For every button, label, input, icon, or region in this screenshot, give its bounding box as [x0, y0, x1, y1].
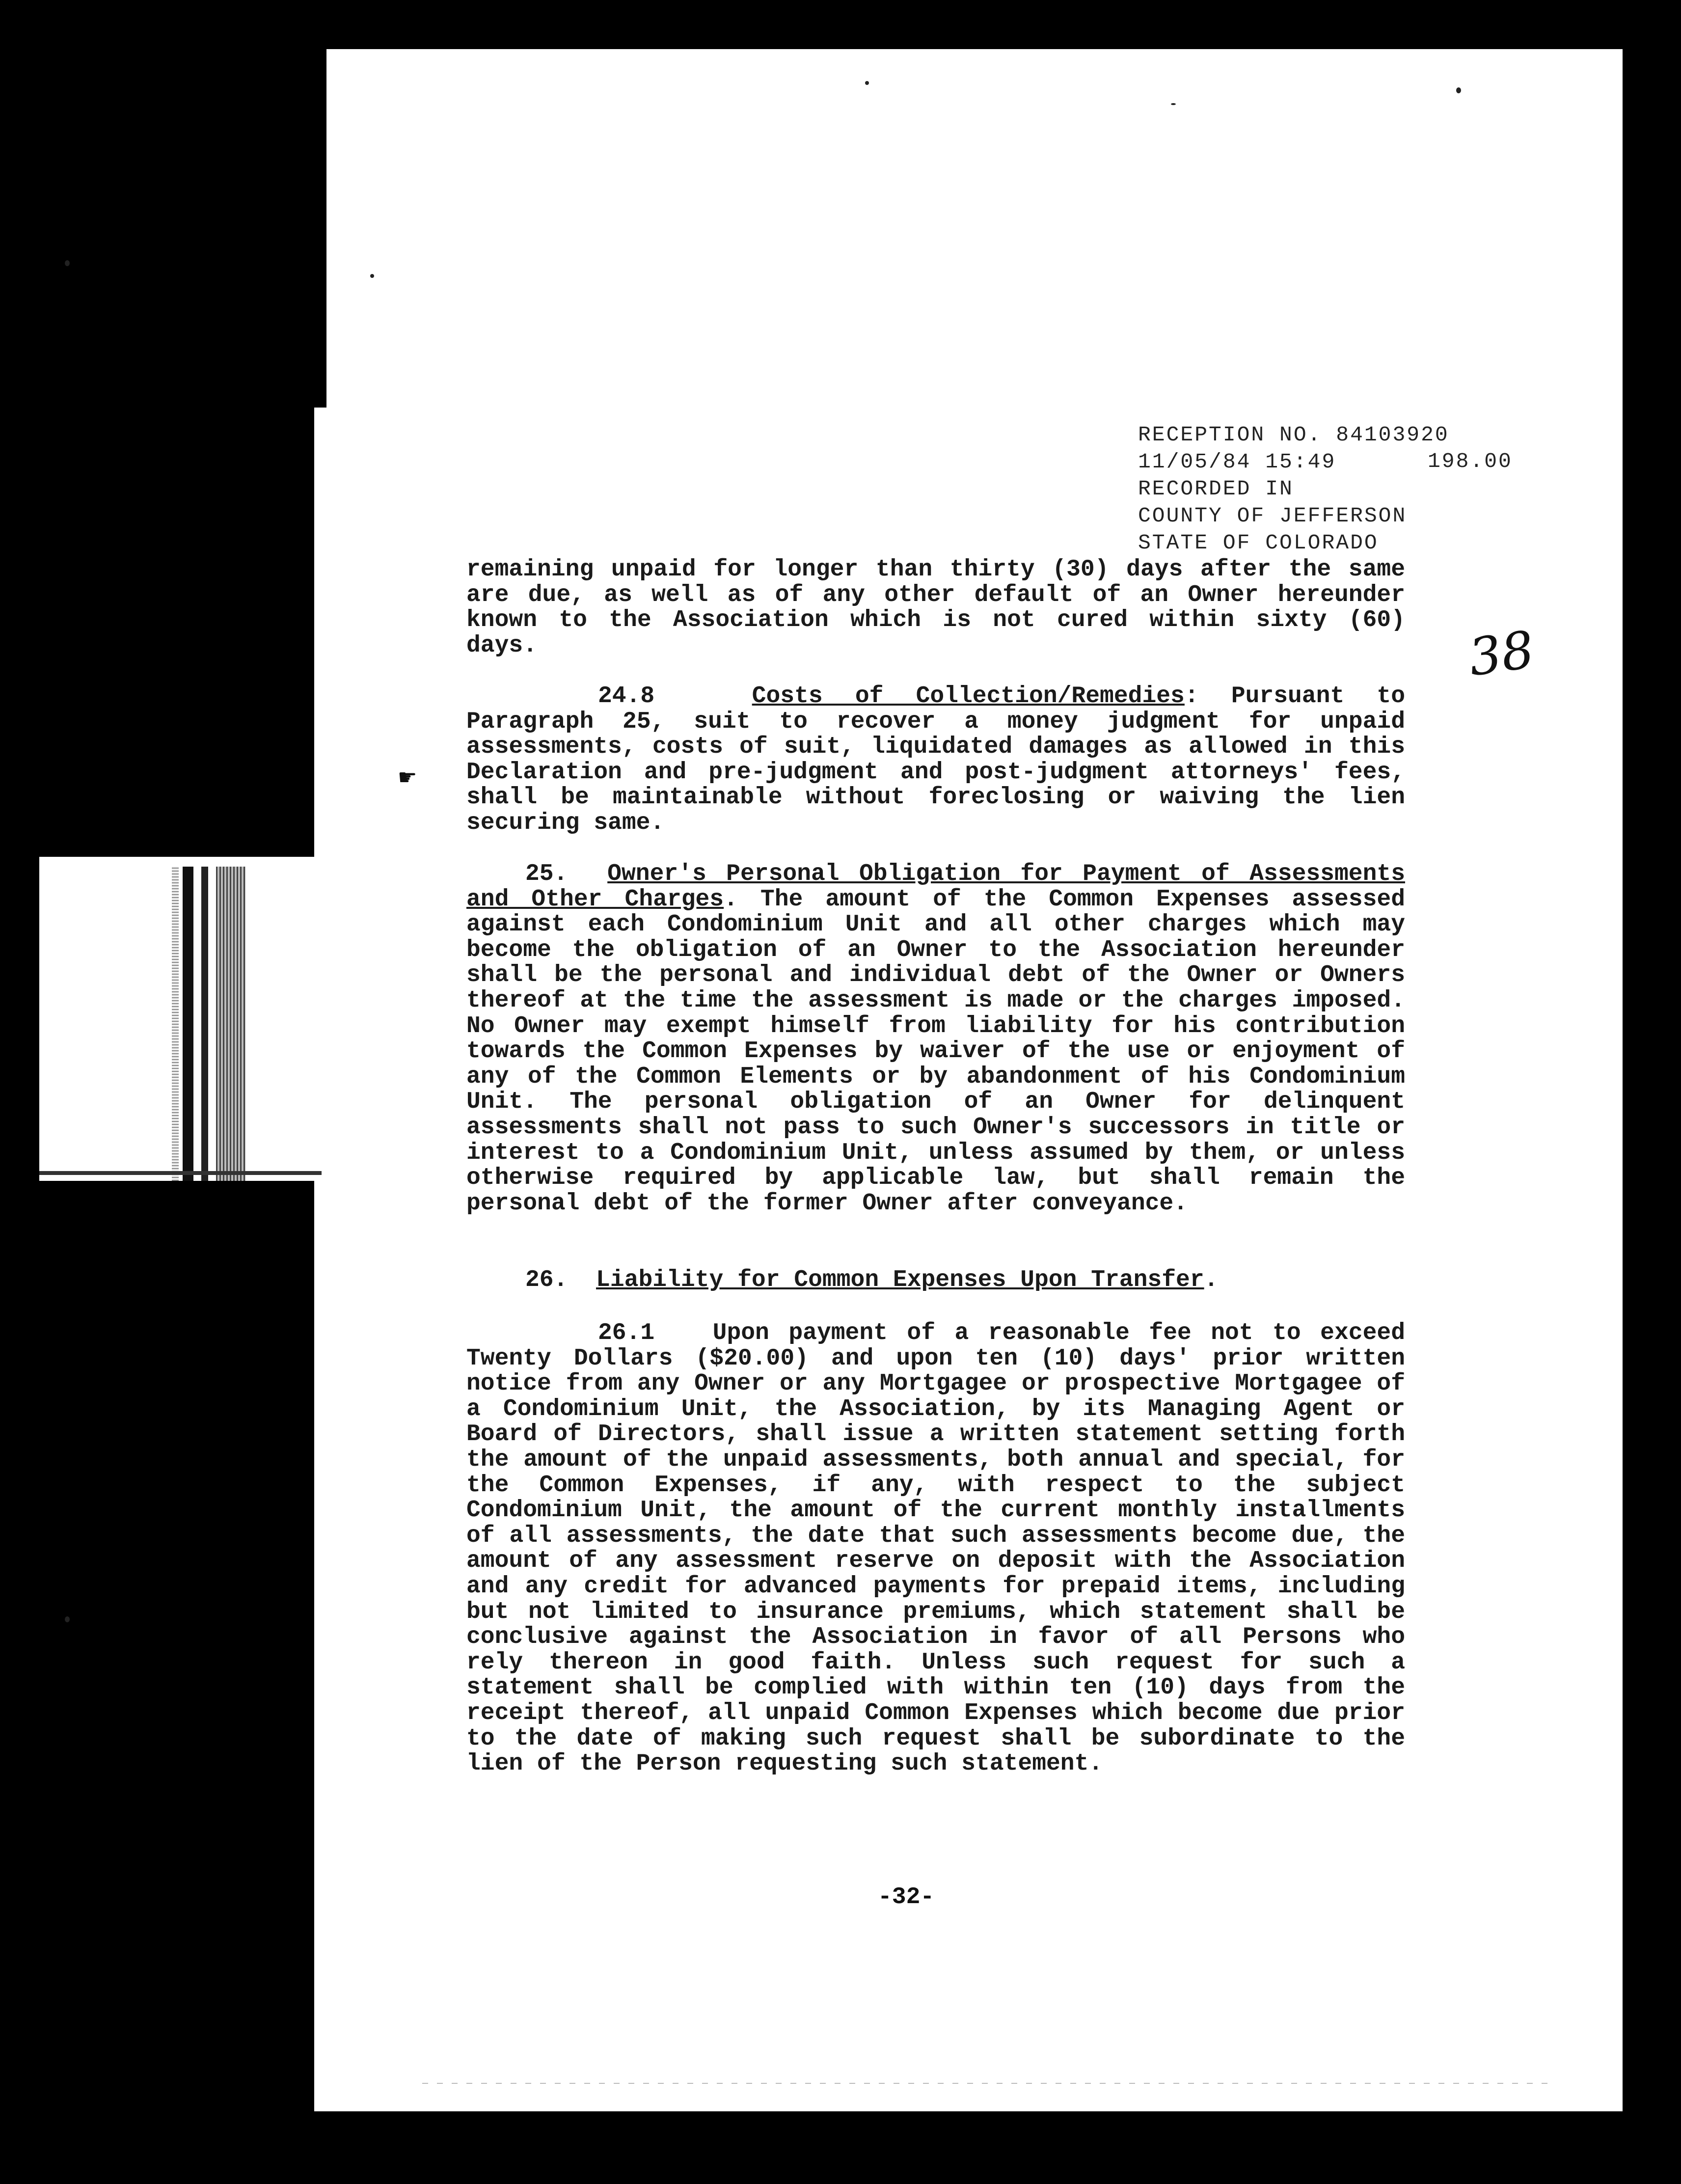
stamp-fee: 198.00 [1428, 449, 1513, 473]
scan-speck [65, 1616, 70, 1622]
section-body: : Pursuant to Paragraph 25, suit to recover a money judgment for unpaid assessments, costs of suit, liquidated damages as allowed in this Declaration and pre-judgment and post-judgment attorneys' fees, shall be maintainable without foreclosing or waiving the lien securing same. [466, 683, 1406, 836]
scan-speck [65, 260, 70, 266]
handwritten-page-number: 38 [1465, 619, 1538, 688]
paragraph-text: remaining unpaid for longer than thirty (30) days after the same are due, as well as of any other default of an Owner hereunder known to the Association which is not cured within sixty (60) days. [466, 556, 1405, 659]
binder-clip-artifact [39, 857, 322, 1181]
section-heading: Owner's Personal Obligation for Payment of Assessments and Other Charges [466, 861, 1406, 913]
section-number: 25. [525, 861, 568, 887]
section-26-1 [466, 1321, 1405, 1777]
section-24-8 [466, 684, 1405, 836]
scan-speck [1171, 103, 1176, 105]
section-25 [466, 862, 1405, 1216]
stamp-datetime: 11/05/84 15:49 [1138, 450, 1336, 474]
section-number: 24.8 [598, 683, 655, 710]
margin-pointer-icon: ☛ [398, 765, 417, 790]
section-26: 26. Liability for Common Expenses Upon Transfer. [525, 1267, 1219, 1293]
stamp-county: COUNTY OF JEFFERSON [1138, 504, 1407, 528]
section-body: Upon payment of a reasonable fee not to exceed Twenty Dollars ($20.00) and upon ten (10) days' prior written notice from any Owner or any Mortgagee or prospective Mortgagee of a Condominium Unit, the Association, by its Managing Agent or Board of Directors, shall issue a written statement setting forth the amount of the unpaid assessments, both annual and special, for the Common Expenses, if any, with respect to the subject Condominium Unit, the amount of the current monthly installments of all assessments, the date that such assessments become due, the amount of any assessment reserve on deposit with the Association and any credit for advanced payments for prepaid items, including but not limited to insurance premiums, which statement shall be conclusive against the Association in favor of all Persons who rely thereon in good faith. Unless such request for such a statement shall be complied with within ten (10) days from the receipt thereof, all unpaid Common Expenses which become due prior to the date of making such request shall be subordinate to the lien of the Person requesting such statement. [466, 1320, 1405, 1777]
scan-speck [865, 81, 869, 85]
stamp-state: STATE OF COLORADO [1138, 531, 1379, 555]
section-body: . The amount of the Common Expenses assessed against each Condominium Unit and all other charges which may become the obligation of an Owner to the Association hereunder shall be the personal and individual debt of the Owner or Owners thereof at the time the assessment is made or the charges imposed. No Owner may exempt himself from liability for his contribution towards the Common Expenses by waiver of the use or enjoyment of any of the Common Elements or by abandonment of his Condominium Unit. The personal obligation of an Owner for delinquent assessments shall not pass to such Owner's successors in title or interest to a Condominium Unit, unless assumed by them, or unless otherwise required by applicable law, but shall remain the personal debt of the former Owner after conveyance. [466, 886, 1405, 1217]
recording-stamp [1138, 421, 1449, 556]
scan-speck [1456, 87, 1461, 93]
scan-speck [370, 274, 374, 278]
paper-edge [314, 408, 334, 2111]
stamp-reception-no: RECEPTION NO. 84103920 [1138, 423, 1449, 447]
section-number: 26.1 [598, 1320, 655, 1346]
section-heading: Costs of Collection/Remedies [752, 683, 1185, 710]
page-number: -32- [878, 1884, 935, 1911]
stamp-recorded-in: RECORDED IN [1138, 477, 1294, 501]
continuation-paragraph [466, 557, 1405, 658]
section-heading: Liability for Common Expenses Upon Transfer [596, 1267, 1204, 1293]
scan-artifact-line [422, 2083, 1551, 2084]
section-number: 26. [525, 1267, 568, 1293]
